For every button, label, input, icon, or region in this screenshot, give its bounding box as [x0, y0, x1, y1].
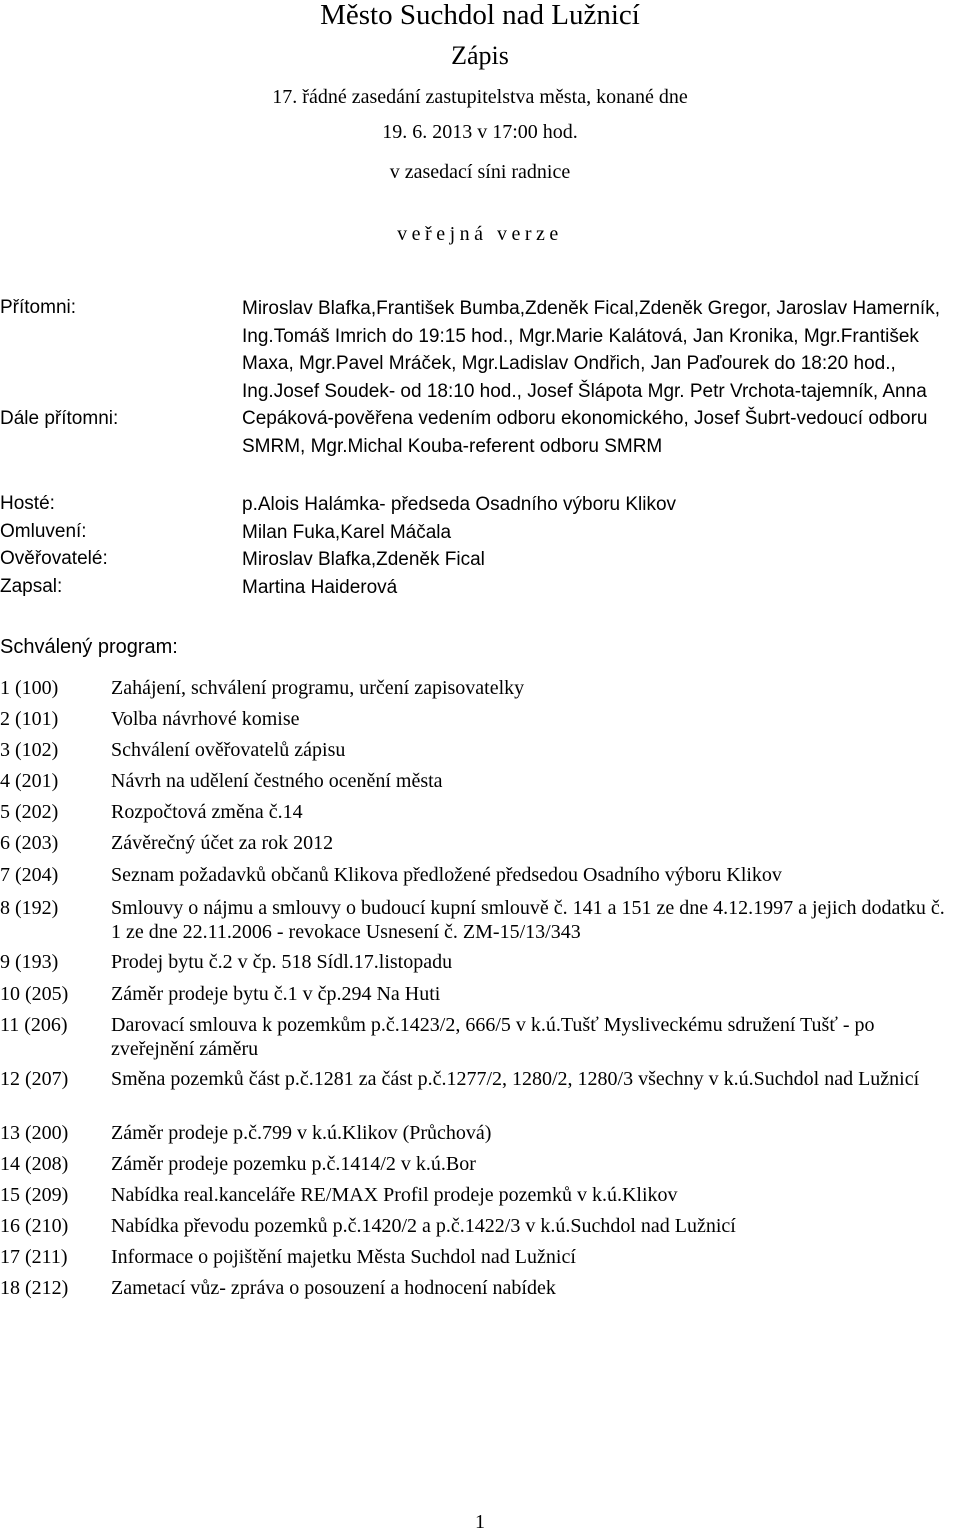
- program-item-text: Volba návrhové komise: [111, 708, 300, 730]
- program-item-text: Smlouvy o nájmu a smlouvy o budoucí kupní smlouvě č. 141 a 151 ze dne 4.12.1997 a jejich dodatku č. 1 ze dne 22.11.2006 - revokace Usnesení č. ZM-15/13/343: [111, 897, 945, 943]
- program-item-number: 8 (192): [0, 897, 59, 919]
- page-number: 1: [475, 1511, 485, 1533]
- meeting-place: v zasedací síni radnice: [389, 161, 571, 183]
- program-item-number: 4 (201): [0, 770, 59, 792]
- program-item-number: 11 (206): [0, 1014, 68, 1036]
- document-type-title: Zápis: [451, 41, 509, 70]
- program-item-text: Informace o pojištění majetku Města Suchdol nad Lužnicí: [111, 1246, 576, 1268]
- program-item-number: 13 (200): [0, 1122, 69, 1144]
- program-item-number: 14 (208): [0, 1153, 69, 1175]
- program-item-text: Závěrečný účet za rok 2012: [111, 832, 334, 854]
- guests-value: p.Alois Halámka- předseda Osadního výboru Klikov: [242, 494, 677, 515]
- town-title: Město Suchdol nad Lužnicí: [320, 0, 640, 31]
- program-item-number: 6 (203): [0, 832, 59, 854]
- guests-label: Hosté:: [0, 493, 55, 514]
- program-item-text: Darovací smlouva k pozemkům p.č.1423/2, 666/5 v k.ú.Tušť Mysliveckému sdružení Tušť - po zveřejnění záměru: [111, 1014, 875, 1060]
- program-item-number: 16 (210): [0, 1215, 69, 1237]
- program-item-text: Záměr prodeje p.č.799 v k.ú.Klikov (Průchová): [111, 1122, 492, 1144]
- program-item-number: 2 (101): [0, 708, 59, 730]
- verifiers-value: Miroslav Blafka,Zdeněk Fical: [242, 549, 485, 570]
- program-item-text: Nabídka real.kanceláře RE/MAX Profil prodeje pozemků v k.ú.Klikov: [111, 1184, 678, 1206]
- attendees-text: Miroslav Blafka,František Bumba,Zdeněk Fical,Zdeněk Gregor, Jaroslav Hamerník, Ing.Tomáš Imrich do 19:15 hod., Mgr.Marie Kalátová, Jan Kronika, Mgr.František Maxa, Mgr.Pavel Mráček, Mgr.Ladislav Ondřich, Jan Paďourek do 18:20 hod., Ing.Josef Soudek- od 18:10 hod., Josef Šlápota Mgr. Petr Vrchota-tajemník, Anna Cepáková-pověřena vedením odboru ekonomického, Josef Šubrt-vedoucí odboru SMRM, Mgr.Michal Kouba-referent odboru SMRM: [242, 298, 940, 457]
- verifiers-label: Ověřovatelé:: [0, 548, 108, 569]
- program-item-number: 10 (205): [0, 983, 69, 1005]
- program-item-text: Seznam požadavků občanů Klikova předložené předsedou Osadního výboru Klikov: [111, 864, 782, 886]
- program-item-text: Zahájení, schválení programu, určení zapisovatelky: [111, 677, 525, 699]
- program-item-number: 15 (209): [0, 1184, 69, 1206]
- program-item-text: Prodej bytu č.2 v čp. 518 Sídl.17.listopadu: [111, 951, 453, 973]
- recorder-value: Martina Haiderová: [242, 577, 398, 598]
- recorder-label: Zapsal:: [0, 576, 63, 597]
- program-item-number: 5 (202): [0, 801, 59, 823]
- public-version-label: veřejná verze: [397, 223, 563, 245]
- program-heading: Schválený program:: [0, 636, 178, 658]
- meeting-date: 19. 6. 2013 v 17:00 hod.: [382, 121, 578, 143]
- program-item-text: Nabídka převodu pozemků p.č.1420/2 a p.č.1422/3 v k.ú.Suchdol nad Lužnicí: [111, 1215, 736, 1237]
- program-item-text: Směna pozemků část p.č.1281 za část p.č.1277/2, 1280/2, 1280/3 všechny v k.ú.Suchdol nad Lužnicí: [111, 1068, 920, 1090]
- program-item-number: 7 (204): [0, 864, 59, 886]
- program-item-text: Návrh na udělení čestného ocenění města: [111, 770, 443, 792]
- also-present-label: Dále přítomni:: [0, 408, 119, 429]
- excused-label: Omluvení:: [0, 521, 87, 542]
- program-item-text: Záměr prodeje bytu č.1 v čp.294 Na Huti: [111, 983, 441, 1005]
- program-item-number: 9 (193): [0, 951, 59, 973]
- program-item-number: 18 (212): [0, 1277, 69, 1299]
- program-item-text: Zametací vůz- zpráva o posouzení a hodnocení nabídek: [111, 1277, 556, 1299]
- program-item-number: 1 (100): [0, 677, 59, 699]
- program-item-number: 17 (211): [0, 1246, 68, 1268]
- excused-value: Milan Fuka,Karel Máčala: [242, 522, 452, 543]
- program-item-number: 12 (207): [0, 1068, 69, 1090]
- program-item-text: Záměr prodeje pozemku p.č.1414/2 v k.ú.Bor: [111, 1153, 476, 1175]
- meeting-description: 17. řádné zasedání zastupitelstva města, konané dne: [272, 86, 688, 108]
- program-item-number: 3 (102): [0, 739, 59, 761]
- program-item-text: Schválení ověřovatelů zápisu: [111, 739, 346, 761]
- present-label: Přítomni:: [0, 297, 77, 318]
- program-item-text: Rozpočtová změna č.14: [111, 801, 303, 823]
